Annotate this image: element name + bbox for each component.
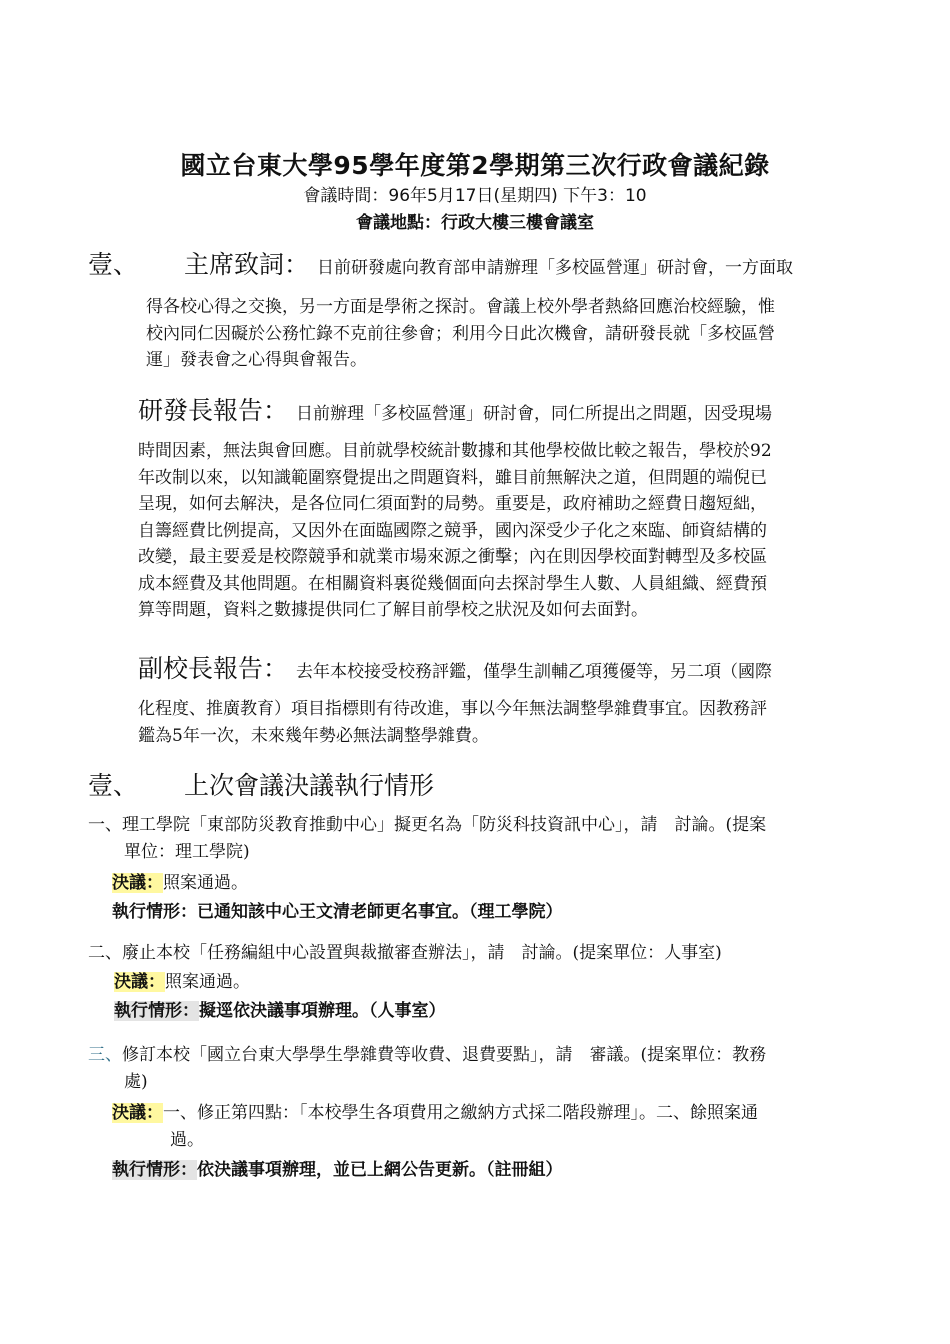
agenda-item-2 [88, 940, 722, 967]
rd-report-heading-line [138, 398, 868, 428]
section-previous-resolutions [88, 766, 434, 802]
paragraph-line: 自籌經費比例提高，又因外在面臨國際之競爭，國內深受少子化之來臨、師資結構的 [138, 520, 767, 541]
paragraph-line: 運」發表會之心得與會報告。 [146, 350, 367, 370]
execution-label: 執行情形： [112, 1160, 197, 1180]
execution-text: 擬逕依決議事項辦理。（人事室） [199, 1001, 446, 1021]
vp-report-heading-line [138, 656, 868, 686]
item-text: 廢止本校「任務編組中心設置與裁撤審查辦法」，請 討論。(提案單位：人事室) [122, 943, 722, 963]
item-text-cont: 單位：理工學院) [124, 841, 250, 862]
paragraph-line: 鑑為5年一次，未來幾年勢必無法調整學雜費。 [138, 725, 489, 746]
decision-label: 決議： [112, 1103, 163, 1123]
item-number: 一、 [88, 815, 122, 835]
decision-label: 決議： [114, 972, 165, 992]
decision-text-cont: 過。 [170, 1129, 204, 1150]
paragraph-line: 校內同仁因礙於公務忙錄不克前往參會；利用今日此次機會，請研發長就「多校區營 [146, 323, 775, 344]
paragraph-line: 改變，最主要爰是校際競爭和就業市場來源之衝擊；內在則因學校面對轉型及多校區 [138, 547, 767, 567]
chair-speech-body [146, 294, 866, 374]
item-text: 修訂本校「國立台東大學學生學雜費等收費、退費要點」，請 審議。(提案單位：教務 [122, 1045, 767, 1065]
meeting-time: 會議時間：96年5月17日(星期四) 下午3：10 [303, 186, 647, 206]
section-heading: 主席致詞： [184, 250, 310, 279]
meeting-place: 會議地點：行政大樓三樓會議室 [356, 213, 594, 233]
item-text-cont: 處) [124, 1071, 148, 1092]
execution-label: 執行情形： [112, 902, 197, 922]
item-3-execution [112, 1157, 563, 1184]
item-number: 三、 [88, 1045, 122, 1065]
item-2-execution [114, 998, 446, 1025]
item-1-execution [112, 899, 563, 926]
page-title: 國立台東大學95學年度第2學期第三次行政會議紀錄 [180, 151, 770, 180]
paragraph-line: 成本經費及其他問題。在相關資料裏從幾個面向去探討學生人數、人員組織、經費預 [138, 573, 767, 594]
rd-report-title: 研發長報告： [138, 396, 289, 425]
agenda-item-1 [88, 812, 766, 865]
section-number: 壹、 [88, 771, 139, 800]
paragraph-line: 日前辦理「多校區營運」研討會，同仁所提出之問題，因受現場 [296, 404, 773, 424]
agenda-item-3 [88, 1042, 766, 1095]
decision-text: 一、修正第四點：「本校學生各項費用之繳納方式採二階段辦理」。二、餘照案通 [163, 1103, 758, 1123]
section-chair-speech [88, 252, 868, 282]
vp-report-body [138, 696, 858, 749]
execution-label: 執行情形： [114, 1001, 199, 1021]
paragraph-line: 年改制以來，以知識範圍察覺提出之問題資料，雖目前無解決之道，但問題的端倪已 [138, 467, 767, 488]
paragraph-line: 化程度、推廣教育）項目指標則有待改進，事以今年無法調整學雜費事宜。因教務評 [138, 699, 767, 719]
section-heading: 上次會議決議執行情形 [184, 771, 435, 800]
paragraph-line: 呈現，如何去解決，是各位同仁須面對的局勢。重要是，政府補助之經費日趨短絀， [138, 494, 767, 514]
item-3-decision [112, 1100, 758, 1153]
execution-text: 已通知該中心王文清老師更名事宜。（理工學院） [197, 902, 563, 922]
section-number: 壹、 [88, 250, 139, 279]
item-number: 二、 [88, 943, 122, 963]
decision-label: 決議： [112, 873, 163, 893]
decision-text: 照案通過。 [165, 972, 250, 992]
paragraph-line: 去年本校接受校務評鑑，僅學生訓輔乙項獲優等，另二項（國際 [296, 662, 773, 682]
rd-report-body [138, 438, 858, 624]
decision-text: 照案通過。 [163, 873, 248, 893]
item-text: 理工學院「東部防災教育推動中心」擬更名為「防災科技資訊中心」，請 討論。(提案 [122, 815, 767, 835]
paragraph-line: 得各校心得之交換，另一方面是學術之探討。會議上校外學者熱絡回應治校經驗，惟 [146, 297, 775, 317]
paragraph-line: 算等問題，資料之數據提供同仁了解目前學校之狀況及如何去面對。 [138, 600, 648, 620]
item-1-decision [112, 870, 248, 897]
execution-text: 依決議事項辦理，並已上網公告更新。（註冊組） [197, 1160, 563, 1180]
paragraph-line: 時間因素，無法與會回應。目前就學校統計數據和其他學校做比較之報告，學校於92 [138, 441, 772, 461]
paragraph-line: 日前研發處向教育部申請辦理「多校區營運」研討會，一方面取 [317, 258, 794, 278]
item-2-decision [114, 969, 250, 996]
vp-report-title: 副校長報告： [138, 654, 289, 683]
